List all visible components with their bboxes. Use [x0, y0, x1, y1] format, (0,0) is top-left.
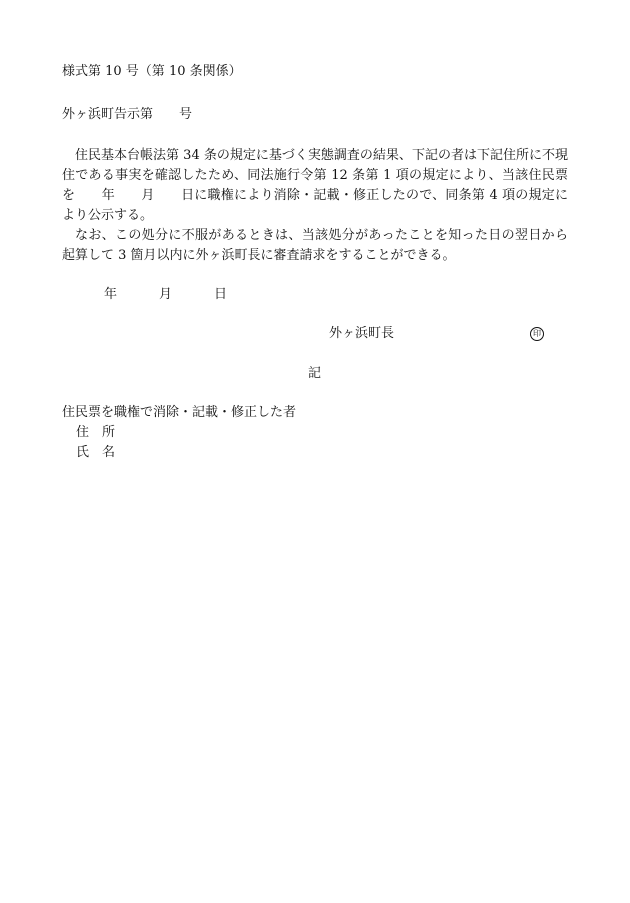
form-number: 様式第 10 号（第 10 条関係）: [62, 64, 242, 79]
address-label: 住 所: [76, 425, 116, 440]
date-year: 年: [104, 287, 118, 302]
ki-heading: 記: [308, 366, 322, 381]
body-paragraph-1: 住民基本台帳法第 34 条の規定に基づく実態調査の結果、下記の者は下記住所に不現住である事実を確認したため、同法施行令第 12 条第 1 項の規定により、当該住民票を 年 月 日に職権により消除・記載・修正したので、同条第 4 項の規定により公示する。: [62, 148, 568, 223]
date-day: 日: [214, 287, 228, 302]
target-heading: 住民票を職権で消除・記載・修正した者: [62, 405, 297, 420]
date-line: [104, 285, 227, 305]
body-paragraph-2: なお、この処分に不服があるときは、当該処分があったことを知った日の翌日から起算して 3 箇月以内に外ヶ浜町長に審査請求をすることができる。: [62, 228, 568, 263]
signer-title: 外ヶ浜町長: [329, 326, 395, 341]
notice-number: 外ヶ浜町告示第 号: [62, 107, 193, 122]
name-label: 氏 名: [76, 445, 116, 460]
seal-icon: 印: [530, 327, 544, 341]
date-month: 月: [159, 287, 173, 302]
